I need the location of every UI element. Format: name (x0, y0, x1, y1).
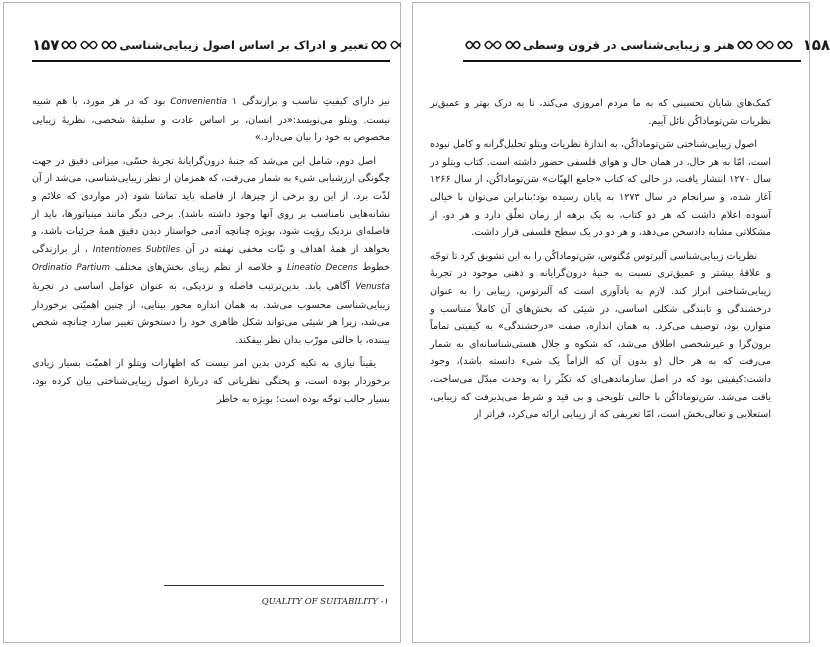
text-segment: نیز دارای کیفیتِ تناسب و برازندگی (242, 96, 390, 107)
ornament-icon (736, 37, 754, 53)
text-segment: اصول زیبایی‌شناختی سَن‌توماداکُن، به اندازهٔ نظریات ویتلو تحلیل‌گرانه و کامل نبوده است، امّا به هر حال، در همان حال و هوای فلسفی حضور داشته است. کتاب ویتلو در سال ۱۲۷۰ انتشار یافت، در حالی که کتاب «جامع الهیّات» سَن‌توماداکُن، از سال ۱۲۶۶ آغاز شده، و سرانجام در سال ۱۲۷۳ به پایان رسیده بود؛بنابراین می‌توان با خیالی آسوده اعلام داشت که هر دو کتاب، به یک برهه از زمان تعلّق دارد و هر دو، از مشکلاتی مشابه دادسخن می‌دهد، و هر دو در یک سطح فلسفی قرار داشت. (430, 139, 771, 239)
ornament-icon (776, 37, 794, 53)
text-segment: بود که در هر مورد، با هم شبیه نیست. ویتلو می‌نویسد:«در انسان، بر اساس عادت و سلیقهٔ شخصی، نظریهٔ زیبایی مخصوص به خود را بیان می‌دارد.» (32, 96, 390, 144)
ornament-icon (464, 37, 482, 53)
text-segment: نظریات زیبایی‌شناسی آلبرتوس مُگنوس، سَن‌توماداکُن را به این تشویق کرد تا توجّه و علاقهٔ بیشتر و عمیق‌تری نسبت به جنبهٔ درون‌گرایانه و ذهنی موجود در تجربهٔ زیبایی‌شناختی ابراز کند. لازم به یادآوری است که آلبرتوس، زیبایی را به عنوان درخشندگی و تابندگی شکلی اساسی، در شیئی که بخش‌های آن کاملاً متناسب و متوازن بود، توصیف می‌کرد. به همان اندازه، صفت «درخشندگی» به کیفیتی تماماً برون‌گرا و غیرشخصی اطلاق می‌شد، که شکوه و جلال هستی‌شناسانه‌ای به شمار می‌رفت که به هر حال (و بدون آن که الزاماً یک شیء دانسته باشد)، وجود داشت:کیفیتی بود که در اصل سازماندهی‌ای که تکثّر را به وحدت مبدّل می‌ساخت، یافت می‌شد. سَن‌توماداکُن با حالتی تلویحی و بی قید و شرط می‌پذیرفت که زیبایی، استعلایی و تعالی‌بخش است، امّا تعریفی که از زیبایی ارائه می‌کرد، فراتر از (430, 250, 771, 421)
latin-term: Lineatio Decens (286, 263, 358, 274)
ornament-icon (370, 37, 388, 53)
footnote: QUALITY OF SUITABILITY -۱ (261, 597, 388, 607)
header-rule (32, 60, 390, 62)
text-segment: کمک‌های شایان تحسینی که به ما مردم امروزی می‌کند، تا به درک بهتر و عمیق‌تر نظریات سَن‌توماداکُن نائل آییم. (430, 98, 771, 127)
paragraph (32, 355, 390, 408)
paragraph (430, 95, 771, 130)
footnote-rule (164, 585, 384, 586)
text-segment: یقیناً نیازی به تکیه کردن بدین امر نیست که اظهارات ویتلو از اهمیّت بسیار زیادی برخوردار بوده است، و پختگی نظریاتی که دربارهٔ اصول زیبایی‌شناختی بیان کرده بود، بسیار جالب توجّه بوده است؛ بویژه به خاطر (32, 358, 390, 405)
book-gutter (401, 0, 412, 647)
running-title: تعبیر و ادراک بر اساس اصول زیبایی‌شناسی (119, 38, 369, 52)
right-page (412, 2, 830, 643)
ornament-icon (80, 37, 98, 53)
ornament-icon (100, 37, 118, 53)
text-segment: و خلاصه از نظم زیبای بخش‌های مختلف (114, 262, 283, 274)
text-segment: آگاهی یابد. بدین‌ترتیب فاصله و نزدیکی، به عنوان عوامل اساسی در تجربهٔ زیبایی‌شناسی محسوب می‌شد. به همان اندازه محور بینایی، از چنین اهمیّتی برخوردار می‌شد، زیرا هر شیئی می‌تواند شکل ظاهری خود را دستخوش تغییر سازد چنانچه شخص بیننده، با حالتی مورّب بدان نظر بیفکند. (32, 280, 390, 346)
ornament-icon (756, 37, 774, 53)
latin-term: Intentiones Subtiles (92, 244, 181, 255)
text-segment: اصل دوم، شامل این می‌شد که جنبهٔ درون‌گرایانهٔ تجربهٔ حسّی، میزانی دقیق در جهت چگونگی ارزشیابی شیء به شمار می‌رفت، که همزمان از نظر زیبایی‌شناسی، می‌شد از آن لذّت برد. از این رو برخی از چیزها، از فاصله باید تماشا شود (در مواردی که علائم و نشانه‌هایی نامناسب بر روی آنها وجود داشته باشد). برخی دیگر مانند مینیاتورها، باید از فاصله‌ای نزدیک رؤیت شود، بویژه چنانچه آدمی خواستار دیدن دقیق همهٔ جزئیات باشد، و بخواهد از همهٔ اهداف و نیّات مخفی نهفته در آن (32, 155, 390, 255)
left-page (3, 2, 401, 643)
header-rule (463, 60, 801, 62)
page-number: ۱۵۸ (802, 36, 830, 54)
right-page-header (463, 35, 830, 55)
text-segment: ۱ (231, 96, 238, 107)
ornament-icon (504, 37, 522, 53)
left-page-header (32, 35, 390, 55)
right-page-body (430, 95, 771, 424)
paragraph (32, 93, 390, 147)
latin-term: Ordinatio Partium Venusta (32, 263, 390, 292)
page-number: ۱۵۷ (32, 36, 60, 54)
latin-term: Convenientia (170, 97, 228, 107)
text-segment: ، از برازندگی خطوط (32, 243, 390, 274)
running-title: هنر و زیبایی‌شناسی در قرون وسطی (523, 38, 735, 52)
paragraph (32, 153, 390, 350)
paragraph (430, 136, 771, 242)
ornament-icon (60, 37, 78, 53)
paragraph (430, 248, 771, 424)
ornament-icon (484, 37, 502, 53)
left-page-body (32, 93, 390, 408)
